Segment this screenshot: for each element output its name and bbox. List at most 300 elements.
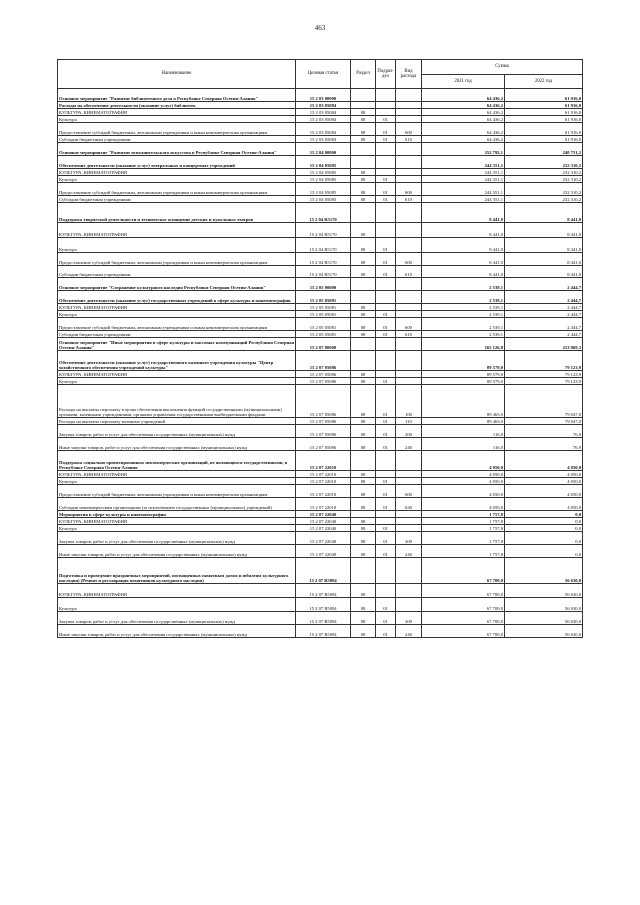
- row-expense-type: 600: [396, 485, 422, 498]
- row-subsection: [376, 304, 396, 311]
- row-section: [351, 351, 376, 371]
- row-subsection: [376, 223, 396, 238]
- row-subsection: 01: [376, 123, 396, 136]
- table-row: [58, 123, 583, 136]
- row-sum-2022: 0,0: [505, 511, 583, 518]
- table-row: [58, 253, 583, 266]
- row-subsection: 01: [376, 545, 396, 558]
- row-sum-2022: 8 441,0: [505, 238, 583, 253]
- table-row: [58, 109, 583, 116]
- row-sum-2021: 8 441,0: [422, 238, 505, 253]
- row-subsection: 01: [376, 532, 396, 545]
- row-sum-2021: 4 050,0: [422, 485, 505, 498]
- row-section: 08: [351, 545, 376, 558]
- row-section: [351, 203, 376, 223]
- row-name: Предоставление субсидий бюджетным, автономным учреждениям и иным некоммерческим организациям: [58, 485, 296, 498]
- header-expense-type: Вид расхода: [396, 60, 422, 89]
- row-target-article: 15 2 07 22040: [296, 518, 351, 525]
- row-expense-type: [396, 156, 422, 169]
- row-expense-type: [396, 338, 422, 351]
- header-target: Целевая статья: [296, 60, 351, 89]
- row-expense-type: 100: [396, 385, 422, 418]
- row-subsection: [376, 278, 396, 291]
- row-name: Иные закупки товаров, работ и услуг для обеспечения государственных (муниципальных) нужд: [58, 545, 296, 558]
- row-subsection: [376, 143, 396, 156]
- row-sum-2021: 89 579,0: [422, 351, 505, 371]
- row-section: 08: [351, 311, 376, 318]
- row-sum-2021: 64 436,2: [422, 116, 505, 123]
- row-name: Поддержка социально ориентированных некоммерческих организаций, не являющихся государственными, в Республике Северная Осетия-Алания: [58, 451, 296, 471]
- row-expense-type: [396, 116, 422, 123]
- row-target-article: 15 2 07 R5094: [296, 625, 351, 638]
- row-subsection: [376, 471, 396, 478]
- row-subsection: 01: [376, 318, 396, 331]
- row-name: КУЛЬТУРА, КИНЕМАТОГРАФИЯ: [58, 471, 296, 478]
- row-target-article: 15 2 04 05085: [296, 169, 351, 176]
- row-subsection: 01: [376, 525, 396, 532]
- row-target-article: 15 2 07 22040: [296, 525, 351, 532]
- row-sum-2021: 1 757,8: [422, 518, 505, 525]
- row-name: КУЛЬТУРА, КИНЕМАТОГРАФИЯ: [58, 518, 296, 525]
- row-name: Обеспечение деятельности (оказание услуг) государственного казенного учреждения культуры "Центр хозяйственного обеспечения учреждений культуры": [58, 351, 296, 371]
- row-sum-2021: 64 436,2: [422, 109, 505, 116]
- row-sum-2021: 244 351,1: [422, 169, 505, 176]
- row-subsection: 01: [376, 385, 396, 418]
- row-target-article: 15 2 03 05084: [296, 136, 351, 143]
- row-name: Закупка товаров, работ и услуг для обеспечения государственных (муниципальных) нужд: [58, 532, 296, 545]
- row-expense-type: 600: [396, 253, 422, 266]
- row-section: [351, 102, 376, 109]
- row-name: Культура: [58, 311, 296, 318]
- row-name: Предоставление субсидий бюджетным, автономным учреждениям и иным некоммерческим организациям: [58, 318, 296, 331]
- row-sum-2022: 79 123,9: [505, 351, 583, 371]
- table-row: [58, 176, 583, 183]
- table-row: [58, 518, 583, 525]
- table-row: [58, 203, 583, 223]
- table-row: [58, 532, 583, 545]
- row-name: Основное мероприятие "Иные мероприятия в сфере культуры и массовых коммуникаций Республики Северная Осетия-Алания": [58, 338, 296, 351]
- row-expense-type: 610: [396, 331, 422, 338]
- row-expense-type: [396, 471, 422, 478]
- row-name: Предоставление субсидий бюджетным, автономным учреждениям и иным некоммерческим организациям: [58, 123, 296, 136]
- row-section: [351, 558, 376, 584]
- row-subsection: [376, 511, 396, 518]
- row-target-article: 15 2 05 05081: [296, 304, 351, 311]
- row-sum-2021: 64 436,2: [422, 89, 505, 102]
- row-target-article: 15 2 03 00000: [296, 89, 351, 102]
- row-expense-type: [396, 511, 422, 518]
- row-sum-2022: 56 630,0: [505, 625, 583, 638]
- row-sum-2021: 116,0: [422, 438, 505, 451]
- table-row: [58, 451, 583, 471]
- row-name: Расходы на выплаты персоналу казенных учреждений: [58, 418, 296, 425]
- row-sum-2021: 64 436,2: [422, 102, 505, 109]
- row-sum-2022: 79 123,9: [505, 378, 583, 385]
- row-subsection: [376, 338, 396, 351]
- row-subsection: [376, 109, 396, 116]
- row-sum-2022: 61 916,0: [505, 109, 583, 116]
- row-target-article: 15 2 07 05086: [296, 385, 351, 418]
- row-expense-type: 240: [396, 545, 422, 558]
- row-section: 08: [351, 471, 376, 478]
- row-name: КУЛЬТУРА, КИНЕМАТОГРАФИЯ: [58, 109, 296, 116]
- row-target-article: 15 2 07 R5094: [296, 598, 351, 612]
- row-name: КУЛЬТУРА, КИНЕМАТОГРАФИЯ: [58, 584, 296, 598]
- row-target-article: 15 2 07 05086: [296, 378, 351, 385]
- row-section: 08: [351, 478, 376, 485]
- row-name: Субсидии бюджетным учреждениям: [58, 331, 296, 338]
- row-sum-2021: 8 441,0: [422, 203, 505, 223]
- row-sum-2022: 56 630,0: [505, 612, 583, 625]
- table-row: [58, 612, 583, 625]
- row-target-article: 15 2 07 22010: [296, 451, 351, 471]
- row-subsection: 01: [376, 176, 396, 183]
- row-expense-type: [396, 451, 422, 471]
- row-subsection: 01: [376, 485, 396, 498]
- row-name: КУЛЬТУРА, КИНЕМАТОГРАФИЯ: [58, 169, 296, 176]
- row-name: Предоставление субсидий бюджетным, автономным учреждениям и иным некоммерческим организациям: [58, 253, 296, 266]
- row-target-article: 15 2 03 05084: [296, 102, 351, 109]
- row-name: Культура: [58, 378, 296, 385]
- row-section: 08: [351, 438, 376, 451]
- row-sum-2022: 76,9: [505, 438, 583, 451]
- row-sum-2021: 64 436,2: [422, 136, 505, 143]
- row-name: Культура: [58, 176, 296, 183]
- row-section: 08: [351, 378, 376, 385]
- row-sum-2022: 61 916,0: [505, 123, 583, 136]
- row-expense-type: 600: [396, 318, 422, 331]
- row-expense-type: [396, 278, 422, 291]
- row-sum-2021: 2 539,1: [422, 278, 505, 291]
- header-year-2021: 2021 год: [422, 75, 505, 89]
- row-sum-2022: 8 441,0: [505, 223, 583, 238]
- table-row: [58, 102, 583, 109]
- table-row: [58, 338, 583, 351]
- row-subsection: 01: [376, 136, 396, 143]
- table-body: [58, 89, 583, 638]
- row-target-article: 15 2 07 05086: [296, 371, 351, 378]
- row-subsection: 01: [376, 266, 396, 278]
- row-name: Мероприятия в сфере культуры и кинематографии: [58, 511, 296, 518]
- row-expense-type: [396, 311, 422, 318]
- row-target-article: 15 2 05 00000: [296, 278, 351, 291]
- row-sum-2022: 4 050,0: [505, 498, 583, 511]
- row-section: [351, 338, 376, 351]
- row-sum-2022: 56 630,0: [505, 584, 583, 598]
- table-row: [58, 136, 583, 143]
- row-target-article: 15 2 04 R5170: [296, 223, 351, 238]
- table-row: [58, 511, 583, 518]
- row-name: Субсидии бюджетным учреждениям: [58, 266, 296, 278]
- row-expense-type: 610: [396, 196, 422, 203]
- row-sum-2021: 2 539,1: [422, 304, 505, 311]
- row-sum-2022: 2 444,7: [505, 278, 583, 291]
- row-section: [351, 156, 376, 169]
- row-sum-2022: 2 444,7: [505, 311, 583, 318]
- row-sum-2022: 4 050,0: [505, 471, 583, 478]
- table-row: [58, 378, 583, 385]
- row-expense-type: 600: [396, 183, 422, 196]
- row-section: 08: [351, 425, 376, 438]
- table-row: [58, 498, 583, 511]
- table-row: [58, 291, 583, 304]
- row-subsection: 01: [376, 625, 396, 638]
- table-row: [58, 584, 583, 598]
- row-name: Основное мероприятие "Развитие исполнительского искусства в Республике Северная Осетия-Алания": [58, 143, 296, 156]
- row-target-article: 15 2 03 05084: [296, 109, 351, 116]
- row-expense-type: [396, 176, 422, 183]
- row-section: 08: [351, 485, 376, 498]
- row-section: 08: [351, 109, 376, 116]
- row-sum-2021: 4 050,0: [422, 471, 505, 478]
- row-sum-2022: 213 069,3: [505, 338, 583, 351]
- row-sum-2021: 1 757,8: [422, 545, 505, 558]
- row-sum-2021: 4 050,0: [422, 498, 505, 511]
- row-target-article: 15 2 04 05085: [296, 156, 351, 169]
- row-expense-type: [396, 598, 422, 612]
- row-sum-2021: 1 757,8: [422, 525, 505, 532]
- row-section: 08: [351, 318, 376, 331]
- row-sum-2021: 89 579,0: [422, 378, 505, 385]
- row-section: [351, 451, 376, 471]
- table-row: [58, 238, 583, 253]
- row-section: 08: [351, 612, 376, 625]
- table-row: [58, 169, 583, 176]
- row-sum-2021: 67 700,0: [422, 612, 505, 625]
- row-expense-type: [396, 518, 422, 525]
- row-expense-type: [396, 143, 422, 156]
- row-name: Закупка товаров, работ и услуг для обеспечения государственных (муниципальных) нужд: [58, 612, 296, 625]
- row-sum-2021: 4 050,0: [422, 451, 505, 471]
- table-row: [58, 156, 583, 169]
- row-expense-type: [396, 378, 422, 385]
- row-name: Иные закупки товаров, работ и услуг для обеспечения государственных (муниципальных) нужд: [58, 625, 296, 638]
- row-expense-type: [396, 525, 422, 532]
- row-target-article: 15 2 07 05086: [296, 418, 351, 425]
- table-row: [58, 558, 583, 584]
- row-section: 08: [351, 418, 376, 425]
- row-section: 08: [351, 598, 376, 612]
- table-row: [58, 318, 583, 331]
- row-section: 08: [351, 196, 376, 203]
- row-target-article: 15 2 07 22040: [296, 532, 351, 545]
- row-sum-2021: 67 700,0: [422, 598, 505, 612]
- row-section: 08: [351, 136, 376, 143]
- table-row: [58, 266, 583, 278]
- row-sum-2021: 252 792,1: [422, 143, 505, 156]
- row-name: Обеспечение деятельности (оказание услуг) государственных учреждений в сфере культуры и кинематографии: [58, 291, 296, 304]
- row-sum-2021: 1 757,8: [422, 532, 505, 545]
- row-target-article: 15 2 07 R5094: [296, 584, 351, 598]
- row-subsection: 01: [376, 196, 396, 203]
- row-name: Культура: [58, 478, 296, 485]
- row-target-article: 15 2 04 05085: [296, 196, 351, 203]
- row-target-article: 15 2 07 R5094: [296, 558, 351, 584]
- table-row: [58, 278, 583, 291]
- row-name: Культура: [58, 525, 296, 532]
- row-sum-2021: 244 351,1: [422, 183, 505, 196]
- row-subsection: [376, 203, 396, 223]
- row-sum-2022: 79 047,0: [505, 418, 583, 425]
- row-target-article: 15 2 07 05086: [296, 425, 351, 438]
- row-sum-2021: 4 050,0: [422, 478, 505, 485]
- row-sum-2022: 61 916,0: [505, 116, 583, 123]
- row-section: 08: [351, 169, 376, 176]
- row-subsection: [376, 89, 396, 102]
- table-row: [58, 385, 583, 418]
- row-target-article: 15 2 04 05085: [296, 176, 351, 183]
- row-expense-type: [396, 584, 422, 598]
- row-subsection: 01: [376, 612, 396, 625]
- row-sum-2021: 64 436,2: [422, 123, 505, 136]
- row-sum-2022: 8 441,0: [505, 266, 583, 278]
- row-subsection: [376, 351, 396, 371]
- row-sum-2022: 0,0: [505, 518, 583, 525]
- row-name: Поддержка творческой деятельности и техническое оснащение детских и кукольных театров: [58, 203, 296, 223]
- row-expense-type: [396, 351, 422, 371]
- row-target-article: 15 2 04 R5170: [296, 203, 351, 223]
- header-section: Раздел: [351, 60, 376, 89]
- row-subsection: 01: [376, 116, 396, 123]
- row-target-article: 15 2 07 22010: [296, 485, 351, 498]
- row-sum-2022: 8 441,0: [505, 203, 583, 223]
- row-target-article: 15 2 05 05081: [296, 291, 351, 304]
- row-sum-2022: 56 630,0: [505, 598, 583, 612]
- row-section: 08: [351, 238, 376, 253]
- row-section: 08: [351, 331, 376, 338]
- row-section: 08: [351, 584, 376, 598]
- row-sum-2021: 8 441,0: [422, 266, 505, 278]
- row-sum-2022: 76,9: [505, 425, 583, 438]
- table-row: [58, 223, 583, 238]
- row-sum-2021: 244 351,1: [422, 196, 505, 203]
- row-sum-2022: 2 444,7: [505, 304, 583, 311]
- row-target-article: 15 2 07 22040: [296, 545, 351, 558]
- table-row: [58, 311, 583, 318]
- row-target-article: 15 2 07 R5094: [296, 612, 351, 625]
- row-expense-type: [396, 109, 422, 116]
- row-sum-2021: 116,0: [422, 425, 505, 438]
- row-expense-type: 600: [396, 123, 422, 136]
- row-sum-2022: 79 123,9: [505, 371, 583, 378]
- row-subsection: [376, 558, 396, 584]
- row-expense-type: [396, 238, 422, 253]
- row-name: Расходы на обеспечение деятельности (оказание услуг) библиотек: [58, 102, 296, 109]
- row-subsection: 01: [376, 418, 396, 425]
- table-row: [58, 331, 583, 338]
- row-section: 08: [351, 371, 376, 378]
- row-subsection: [376, 451, 396, 471]
- row-target-article: 15 2 03 05084: [296, 116, 351, 123]
- row-target-article: 15 2 04 00000: [296, 143, 351, 156]
- row-sum-2022: 61 916,0: [505, 136, 583, 143]
- row-sum-2022: 56 630,0: [505, 558, 583, 584]
- row-section: 08: [351, 304, 376, 311]
- row-sum-2021: 67 700,0: [422, 584, 505, 598]
- row-target-article: 15 2 07 22040: [296, 511, 351, 518]
- row-expense-type: [396, 291, 422, 304]
- row-subsection: 01: [376, 183, 396, 196]
- table-row: [58, 438, 583, 451]
- row-section: 08: [351, 183, 376, 196]
- row-sum-2022: 0,0: [505, 525, 583, 532]
- row-name: Субсидии некоммерческим организациям (за исключением государственных (муниципальных) учреждений): [58, 498, 296, 511]
- row-target-article: 15 2 05 05081: [296, 311, 351, 318]
- row-section: 08: [351, 116, 376, 123]
- row-sum-2022: 232 310,2: [505, 196, 583, 203]
- row-subsection: 01: [376, 378, 396, 385]
- row-subsection: [376, 371, 396, 378]
- row-section: 08: [351, 625, 376, 638]
- row-name: Обеспечение деятельности (оказание услуг) театральных и концертных учреждений: [58, 156, 296, 169]
- row-expense-type: [396, 478, 422, 485]
- header-sum: Сумма: [422, 60, 583, 75]
- row-sum-2021: 89 579,0: [422, 371, 505, 378]
- row-name: Субсидии бюджетным учреждениям: [58, 196, 296, 203]
- row-expense-type: [396, 169, 422, 176]
- row-sum-2021: 165 126,8: [422, 338, 505, 351]
- row-sum-2022: 8 441,0: [505, 253, 583, 266]
- row-expense-type: 240: [396, 438, 422, 451]
- row-target-article: 15 2 07 05086: [296, 351, 351, 371]
- row-name: КУЛЬТУРА, КИНЕМАТОГРАФИЯ: [58, 304, 296, 311]
- page-number: 463: [314, 24, 326, 32]
- row-subsection: [376, 291, 396, 304]
- row-sum-2022: 240 751,2: [505, 143, 583, 156]
- row-target-article: 15 2 07 22010: [296, 478, 351, 485]
- table-row: [58, 478, 583, 485]
- table-row: [58, 525, 583, 532]
- row-name: Предоставление субсидий бюджетным, автономным учреждениям и иным некоммерческим организациям: [58, 183, 296, 196]
- table-row: [58, 143, 583, 156]
- row-sum-2021: 8 441,0: [422, 223, 505, 238]
- row-target-article: 15 2 07 05086: [296, 438, 351, 451]
- row-subsection: 01: [376, 438, 396, 451]
- row-sum-2021: 67 700,0: [422, 558, 505, 584]
- row-sum-2022: 232 310,2: [505, 156, 583, 169]
- row-section: 08: [351, 498, 376, 511]
- row-sum-2021: 2 539,1: [422, 331, 505, 338]
- row-section: [351, 511, 376, 518]
- row-name: Подготовка и проведение праздничных мероприятий, посвященных памятным датам и юбилеям культурного наследия) (Ремонт и реставрация памятников культурного наследия): [58, 558, 296, 584]
- table-row: [58, 116, 583, 123]
- row-name: Иные закупки товаров, работ и услуг для обеспечения государственных (муниципальных) нужд: [58, 438, 296, 451]
- row-section: [351, 143, 376, 156]
- row-name: КУЛЬТУРА, КИНЕМАТОГРАФИЯ: [58, 371, 296, 378]
- row-target-article: 15 2 04 R5170: [296, 238, 351, 253]
- row-subsection: 01: [376, 498, 396, 511]
- row-sum-2022: 232 310,2: [505, 183, 583, 196]
- row-sum-2022: 0,0: [505, 532, 583, 545]
- row-section: 08: [351, 223, 376, 238]
- row-section: 08: [351, 525, 376, 532]
- row-target-article: 15 2 04 R5170: [296, 253, 351, 266]
- row-expense-type: [396, 203, 422, 223]
- row-expense-type: 240: [396, 625, 422, 638]
- table-row: [58, 485, 583, 498]
- row-expense-type: [396, 371, 422, 378]
- row-name: Основное мероприятие "Сохранение культурного наследия Республики Северная Осетия-Алания": [58, 278, 296, 291]
- row-expense-type: [396, 89, 422, 102]
- row-sum-2022: 79 047,0: [505, 385, 583, 418]
- row-name: Культура: [58, 598, 296, 612]
- row-subsection: [376, 584, 396, 598]
- row-target-article: 15 2 05 05081: [296, 331, 351, 338]
- row-subsection: [376, 518, 396, 525]
- row-target-article: 15 2 05 05081: [296, 318, 351, 331]
- row-sum-2022: 2 444,7: [505, 318, 583, 331]
- row-name: Расходы на выплаты персоналу в целях обеспечения выполнения функций государственными (муниципальными) органами, казенными учреждениями, органами управления государственными внебюджетными фондами: [58, 385, 296, 418]
